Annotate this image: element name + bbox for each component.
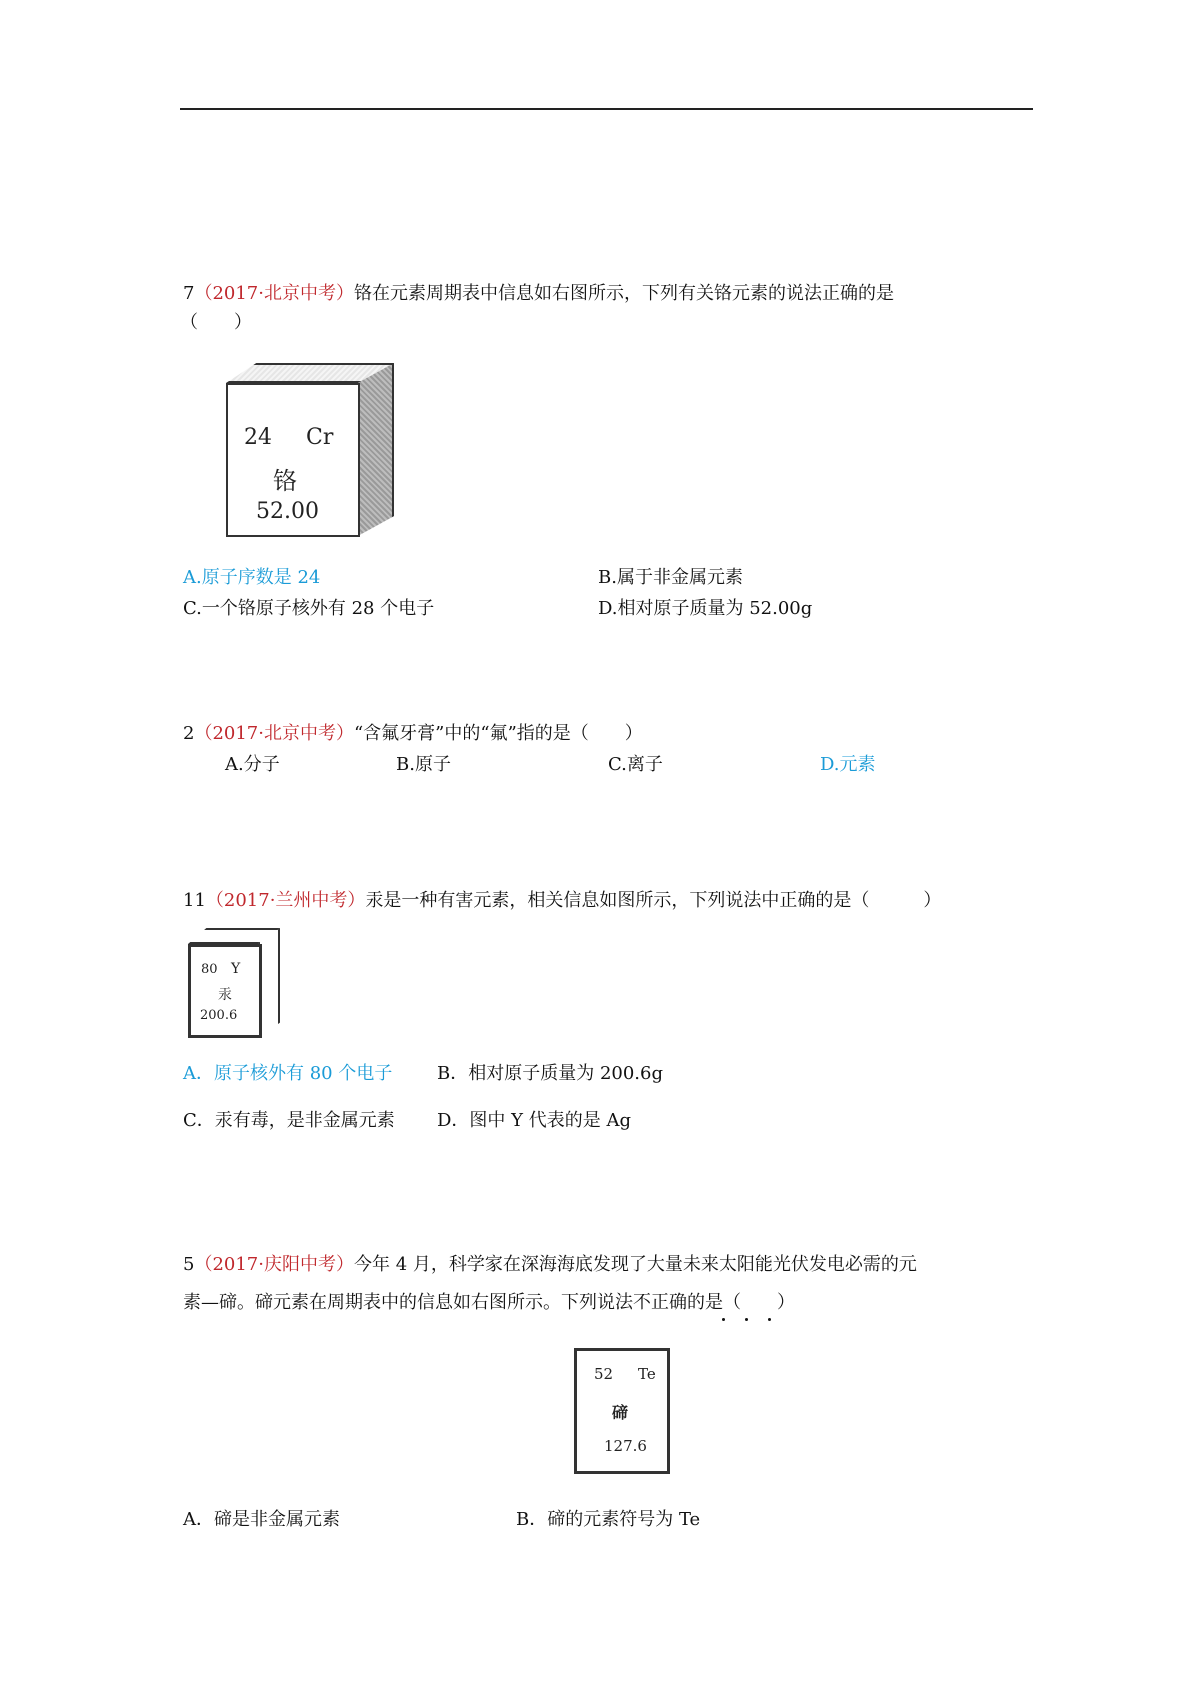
- q11-option-c: C．汞有毒，是非金属元素: [183, 1110, 395, 1131]
- q11-number: 11: [183, 890, 206, 911]
- q5-tile-mass: 127.6: [604, 1437, 647, 1455]
- q2-option-d: D.元素: [820, 754, 876, 775]
- q7-option-b: B.属于非金属元素: [598, 567, 743, 588]
- emphasis-dot: [745, 1318, 748, 1321]
- q5-option-b: B．碲的元素符号为 Te: [516, 1509, 701, 1530]
- q7-option-c: C.一个铬原子核外有 28 个电子: [183, 598, 435, 619]
- q5-stem-line2: 素—碲。碲元素在周期表中的信息如右图所示。下列说法不正确的是（ ）: [183, 1292, 795, 1313]
- q2-stem: “含氟牙膏”中的“氟”指的是（ ）: [353, 723, 643, 744]
- q5-option-a: A．碲是非金属元素: [183, 1509, 340, 1530]
- q5-tile-number: 52: [594, 1365, 614, 1383]
- q11-tile-name: 汞: [218, 987, 232, 1003]
- q11-tile-number: 80: [201, 962, 218, 977]
- q11-stem-line: [183, 886, 941, 912]
- q5-stem-line1: [183, 1250, 917, 1276]
- q11-tile-symbol: Y: [231, 961, 241, 977]
- q7-tile-name: 铬: [273, 467, 297, 495]
- q5-element-tile: [574, 1348, 670, 1474]
- q7-source: （2017·北京中考）: [194, 283, 354, 304]
- q11-option-a: A．原子核外有 80 个电子: [183, 1063, 393, 1084]
- q7-blank: （ ）: [180, 312, 252, 333]
- q7-option-a: A.原子序数是 24: [183, 567, 321, 588]
- q7-tile-mass: 52.00: [256, 499, 319, 524]
- q11-stem: 汞是一种有害元素，相关信息如图所示，下列说法中正确的是（ ）: [365, 890, 942, 911]
- q7-option-d: D.相对原子质量为 52.00g: [598, 598, 813, 619]
- q2-stem-line: [183, 719, 643, 745]
- q2-option-a: A.分子: [225, 754, 280, 775]
- q7-tile-symbol: Cr: [306, 425, 334, 450]
- q11-tile-mass: 200.6: [200, 1008, 238, 1023]
- q2-number: 2: [183, 723, 195, 744]
- q2-source: （2017·北京中考）: [194, 723, 354, 744]
- q2-option-c: C.离子: [608, 754, 663, 775]
- q2-option-b: B.原子: [396, 754, 451, 775]
- q5-number: 5: [183, 1254, 195, 1275]
- q7-stem: 铬在元素周期表中信息如右图所示，下列有关铬元素的说法正确的是: [353, 283, 894, 304]
- q5-tile-symbol: Te: [638, 1365, 656, 1383]
- q5-tile-name: 碲: [612, 1403, 629, 1422]
- emphasis-dot: [722, 1318, 725, 1321]
- q7-element-tile: [226, 363, 394, 537]
- q11-source: （2017·兰州中考）: [205, 890, 366, 911]
- q11-option-b: B．相对原子质量为 200.6g: [437, 1063, 664, 1084]
- q11-option-d: D．图中 Y 代表的是 Ag: [437, 1110, 632, 1131]
- emphasis-dot: [768, 1318, 771, 1321]
- q11-element-tile: [188, 928, 280, 1038]
- q5-stem-1: 今年 4 月，科学家在深海海底发现了大量未来太阳能光伏发电必需的元: [353, 1254, 917, 1275]
- header-rule: [180, 108, 1033, 110]
- q7-stem-line: [183, 279, 894, 305]
- q7-tile-number: 24: [244, 425, 272, 450]
- q5-source: （2017·庆阳中考）: [194, 1254, 354, 1275]
- q7-number: 7: [183, 283, 195, 304]
